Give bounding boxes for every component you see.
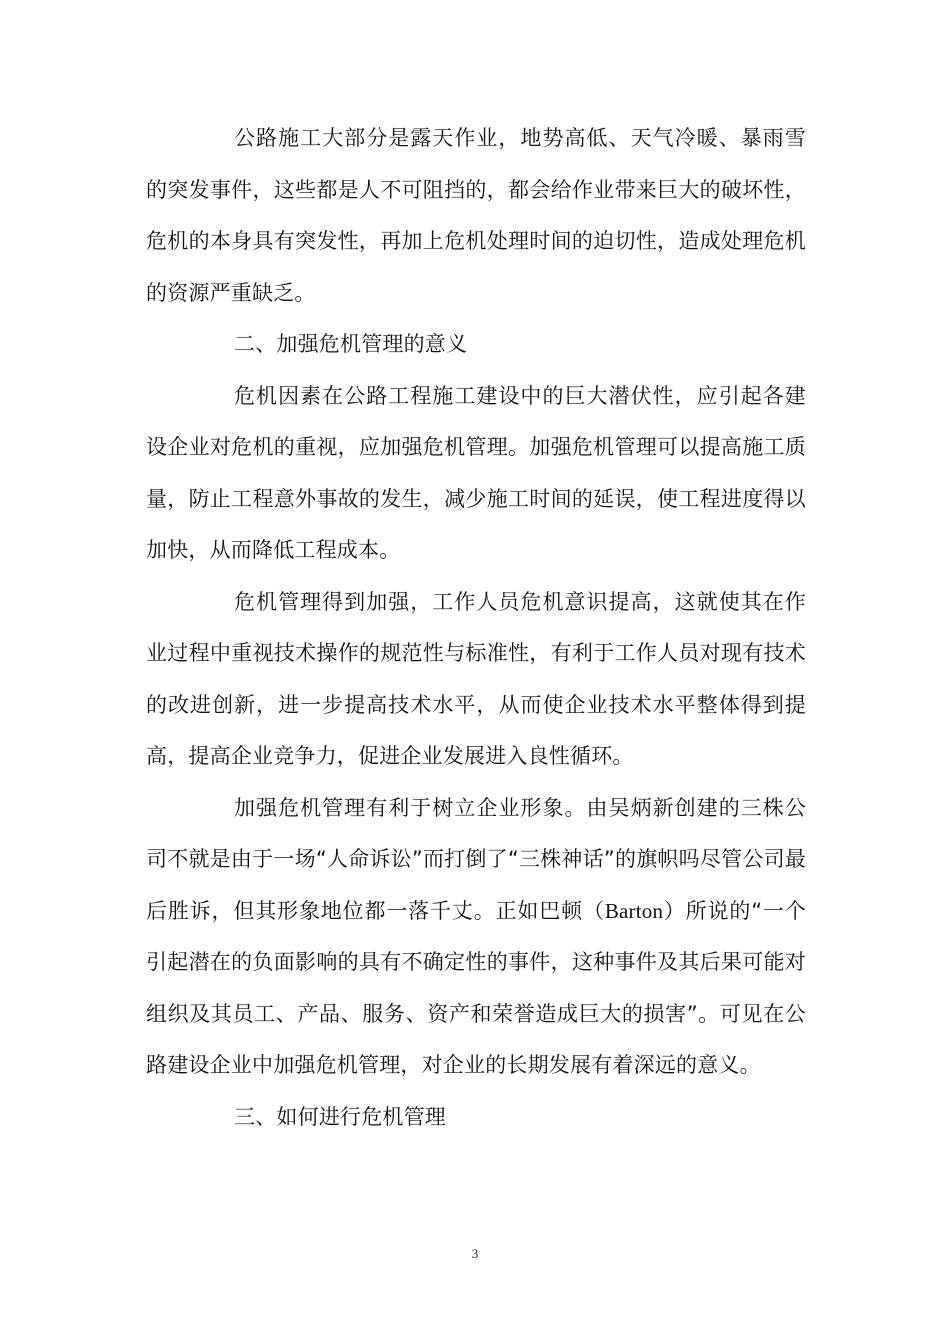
section-heading-significance: 二、加强危机管理的意义	[234, 332, 468, 356]
paragraph-corporate-image	[146, 783, 806, 1092]
paragraph-weather-risk: 公路施工大部分是露天作业，地势高低、天气冷暖、暴雨雪的突发事件，这些都是人不可阻挡的，都会给作业带来巨大的破坏性，危机的本身具有突发性，再加上危机处理时间的迫切性，造成处理危机的资源严重缺乏。	[146, 126, 806, 305]
page-number: 3	[471, 1246, 479, 1261]
paragraph-latent-risk: 危机因素在公路工程施工建设中的巨大潜伏性，应引起各建设企业对危机的重视，应加强危机管理。加强危机管理可以提高施工质量，防止工程意外事故的发生，减少施工时间的延误，使工程进度得以加快，从而降低工程成本。	[146, 383, 806, 562]
paragraph-awareness: 危机管理得到加强，工作人员危机意识提高，这就使其在作业过程中重视技术操作的规范性与标准性，有利于工作人员对现有技术的改进创新，进一步提高技术水平，从而使企业技术水平整体得到提高，提高企业竞争力，促进企业发展进入良性循环。	[146, 589, 806, 768]
paragraph-corporate-image-part1: 加强危机管理有利于树立企业形象。由吴炳新创建的三株公司不就是由于一场“人命诉讼”而打倒了“三株神话”的旗帜吗尽管公司最后胜诉，但其形象地位都一落千丈。正如巴顿（	[146, 795, 806, 923]
document-body	[146, 113, 806, 1143]
paragraph-corporate-image-part2: ）所说的“一个引起潜在的负面影响的具有不确定性的事件，这种事件及其后果可能对组织及其员工、产品、服务、资产和荣誉造成巨大的损害”。可见在公路建设企业中加强危机管理，对企业的长期发展有着深远的意义。	[146, 898, 807, 1077]
barton-name: Barton	[604, 898, 664, 923]
section-heading-how-to: 三、如何进行危机管理	[234, 1104, 446, 1129]
